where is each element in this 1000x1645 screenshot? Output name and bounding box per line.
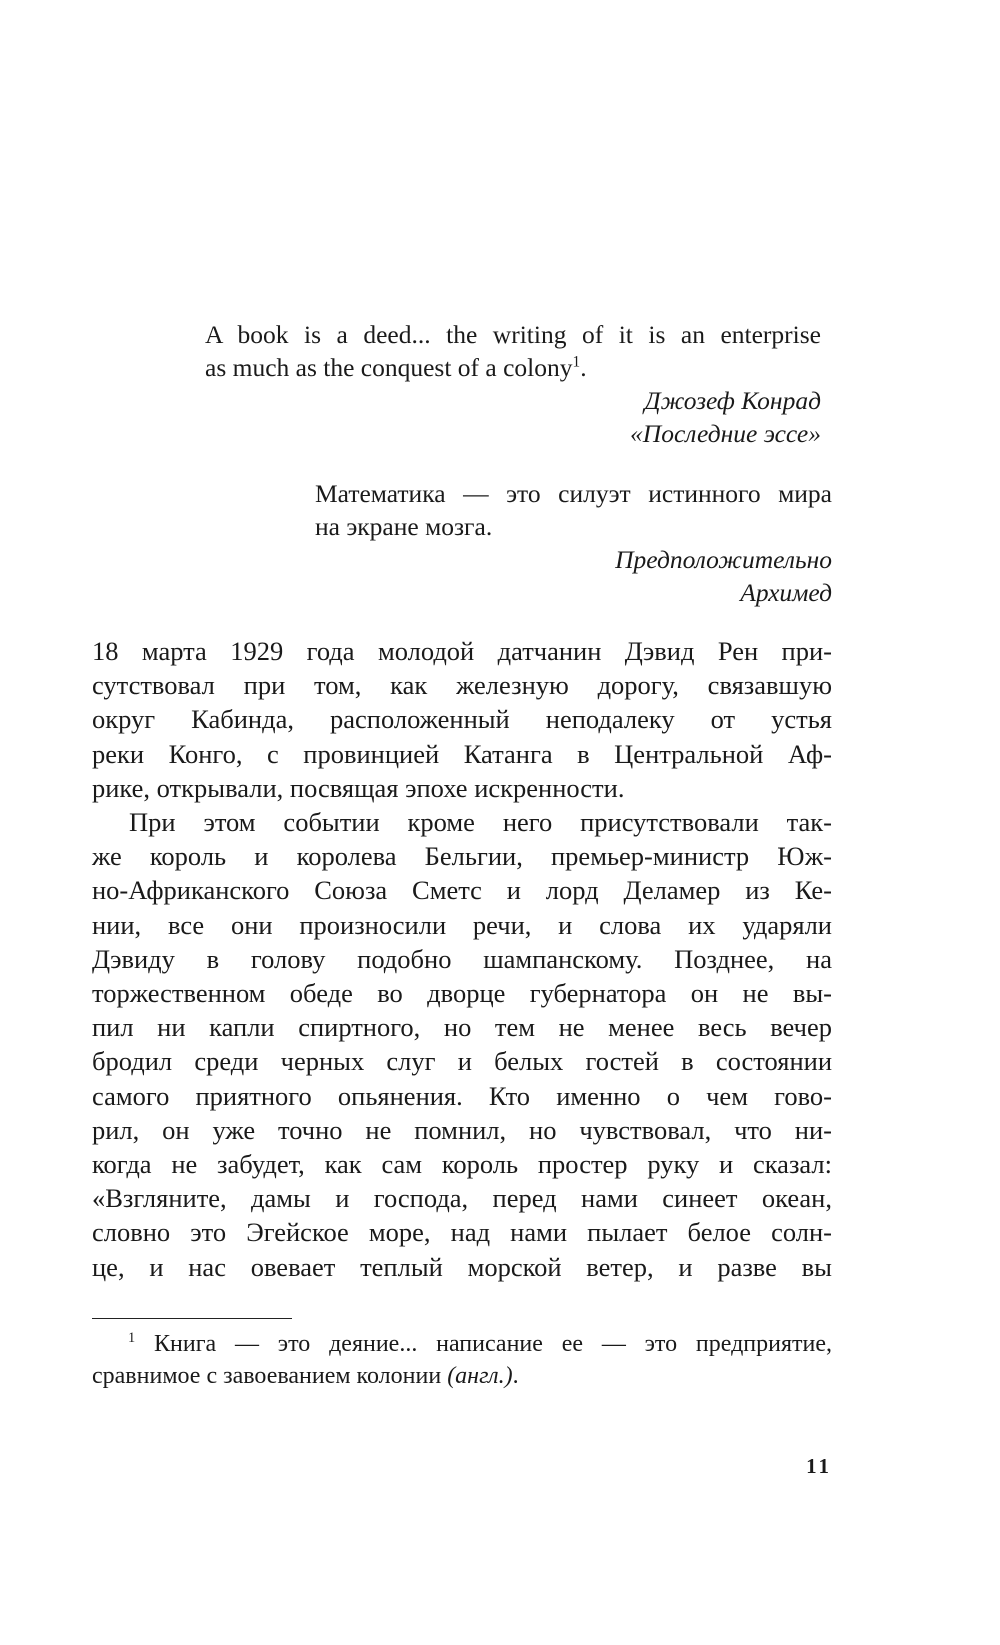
epigraph-archimedes [315, 477, 832, 609]
epigraph-line: A book is a deed... the writing of it is an enterprise [205, 320, 821, 349]
text-line: При этом событии кроме него присутствовали так- [129, 807, 832, 838]
epigraph-conrad [205, 318, 821, 450]
epigraph-source: «Последние эссе» [630, 419, 821, 448]
footnote-reference[interactable]: 1 [572, 353, 581, 371]
epigraph-author: Джозеф Конрад [644, 386, 821, 415]
text-line: округ Кабинда, расположенный неподалеку от устья [92, 704, 832, 735]
text-line: словно это Эгейское море, над нами пылает белое солн- [92, 1217, 832, 1248]
epigraph-author: Архимед [740, 578, 832, 607]
epigraph-text: as much as the conquest of a colony [205, 353, 573, 382]
footnote-divider [92, 1318, 292, 1319]
page-number: 11 [806, 1454, 832, 1478]
footnote-line [92, 1328, 832, 1360]
text-line: самого приятного опьянения. Кто именно о чем гово- [92, 1080, 832, 1111]
epigraph-line: Математика — это силуэт истинного мира [315, 479, 832, 508]
text-line: сутствовал при том, как железную дорогу, связавшую [92, 670, 832, 701]
text-line: нии, все они произносили речи, и слова их ударяли [92, 909, 832, 940]
footnote-text: . [512, 1363, 519, 1389]
paragraph [92, 805, 832, 1284]
text-line: це, и нас овевает теплый морской ветер, и разве вы [92, 1251, 832, 1282]
text-line: реки Конго, с провинцией Катанга в Центральной Аф- [92, 738, 832, 769]
text-line: «Взгляните, дамы и господа, перед нами синеет океан, [92, 1183, 832, 1214]
text-line: но-Африканского Союза Сметс и лорд Деламер из Ке- [92, 875, 832, 906]
text-line: когда не забудет, как сам король простер руку и сказал: [92, 1149, 832, 1180]
epigraph-line: as much as the conquest of a colony$^1$. [205, 353, 587, 382]
footnote [92, 1328, 832, 1392]
text-line: Дэвиду в голову подобно шампанскому. Позднее, на [92, 943, 832, 974]
body-text [92, 634, 832, 1284]
text-line: рике, открывали, посвящая эпохе искренности. [92, 772, 625, 803]
footnote-text: сравнимое с завоеванием колонии [92, 1363, 448, 1389]
epigraph-line: на экране мозга. [315, 512, 493, 541]
text-line: 18 марта 1929 года молодой датчанин Дэвид Рен при- [92, 636, 832, 666]
text-line: же король и королева Бельгии, премьер-министр Юж- [92, 841, 832, 872]
text-line: пил ни капли спиртного, но тем не менее весь вечер [92, 1012, 832, 1043]
text-line: рил, он уже точно не помнил, но чувствовал, что ни- [92, 1114, 832, 1145]
epigraph-author-qualifier: Предположительно [615, 545, 832, 574]
footnote-language-note: (англ.) [447, 1363, 513, 1389]
paragraph [92, 634, 832, 805]
text-line: бродил среди черных слуг и белых гостей в состоянии [92, 1046, 832, 1077]
footnote-line [92, 1360, 832, 1392]
footnote-mark: 1 [128, 1330, 136, 1346]
text-line: торжественном обеде во дворце губернатора он не вы- [92, 978, 832, 1009]
footnote-text: Книга — это деяние... написание ее — это предприятие, [154, 1331, 833, 1357]
